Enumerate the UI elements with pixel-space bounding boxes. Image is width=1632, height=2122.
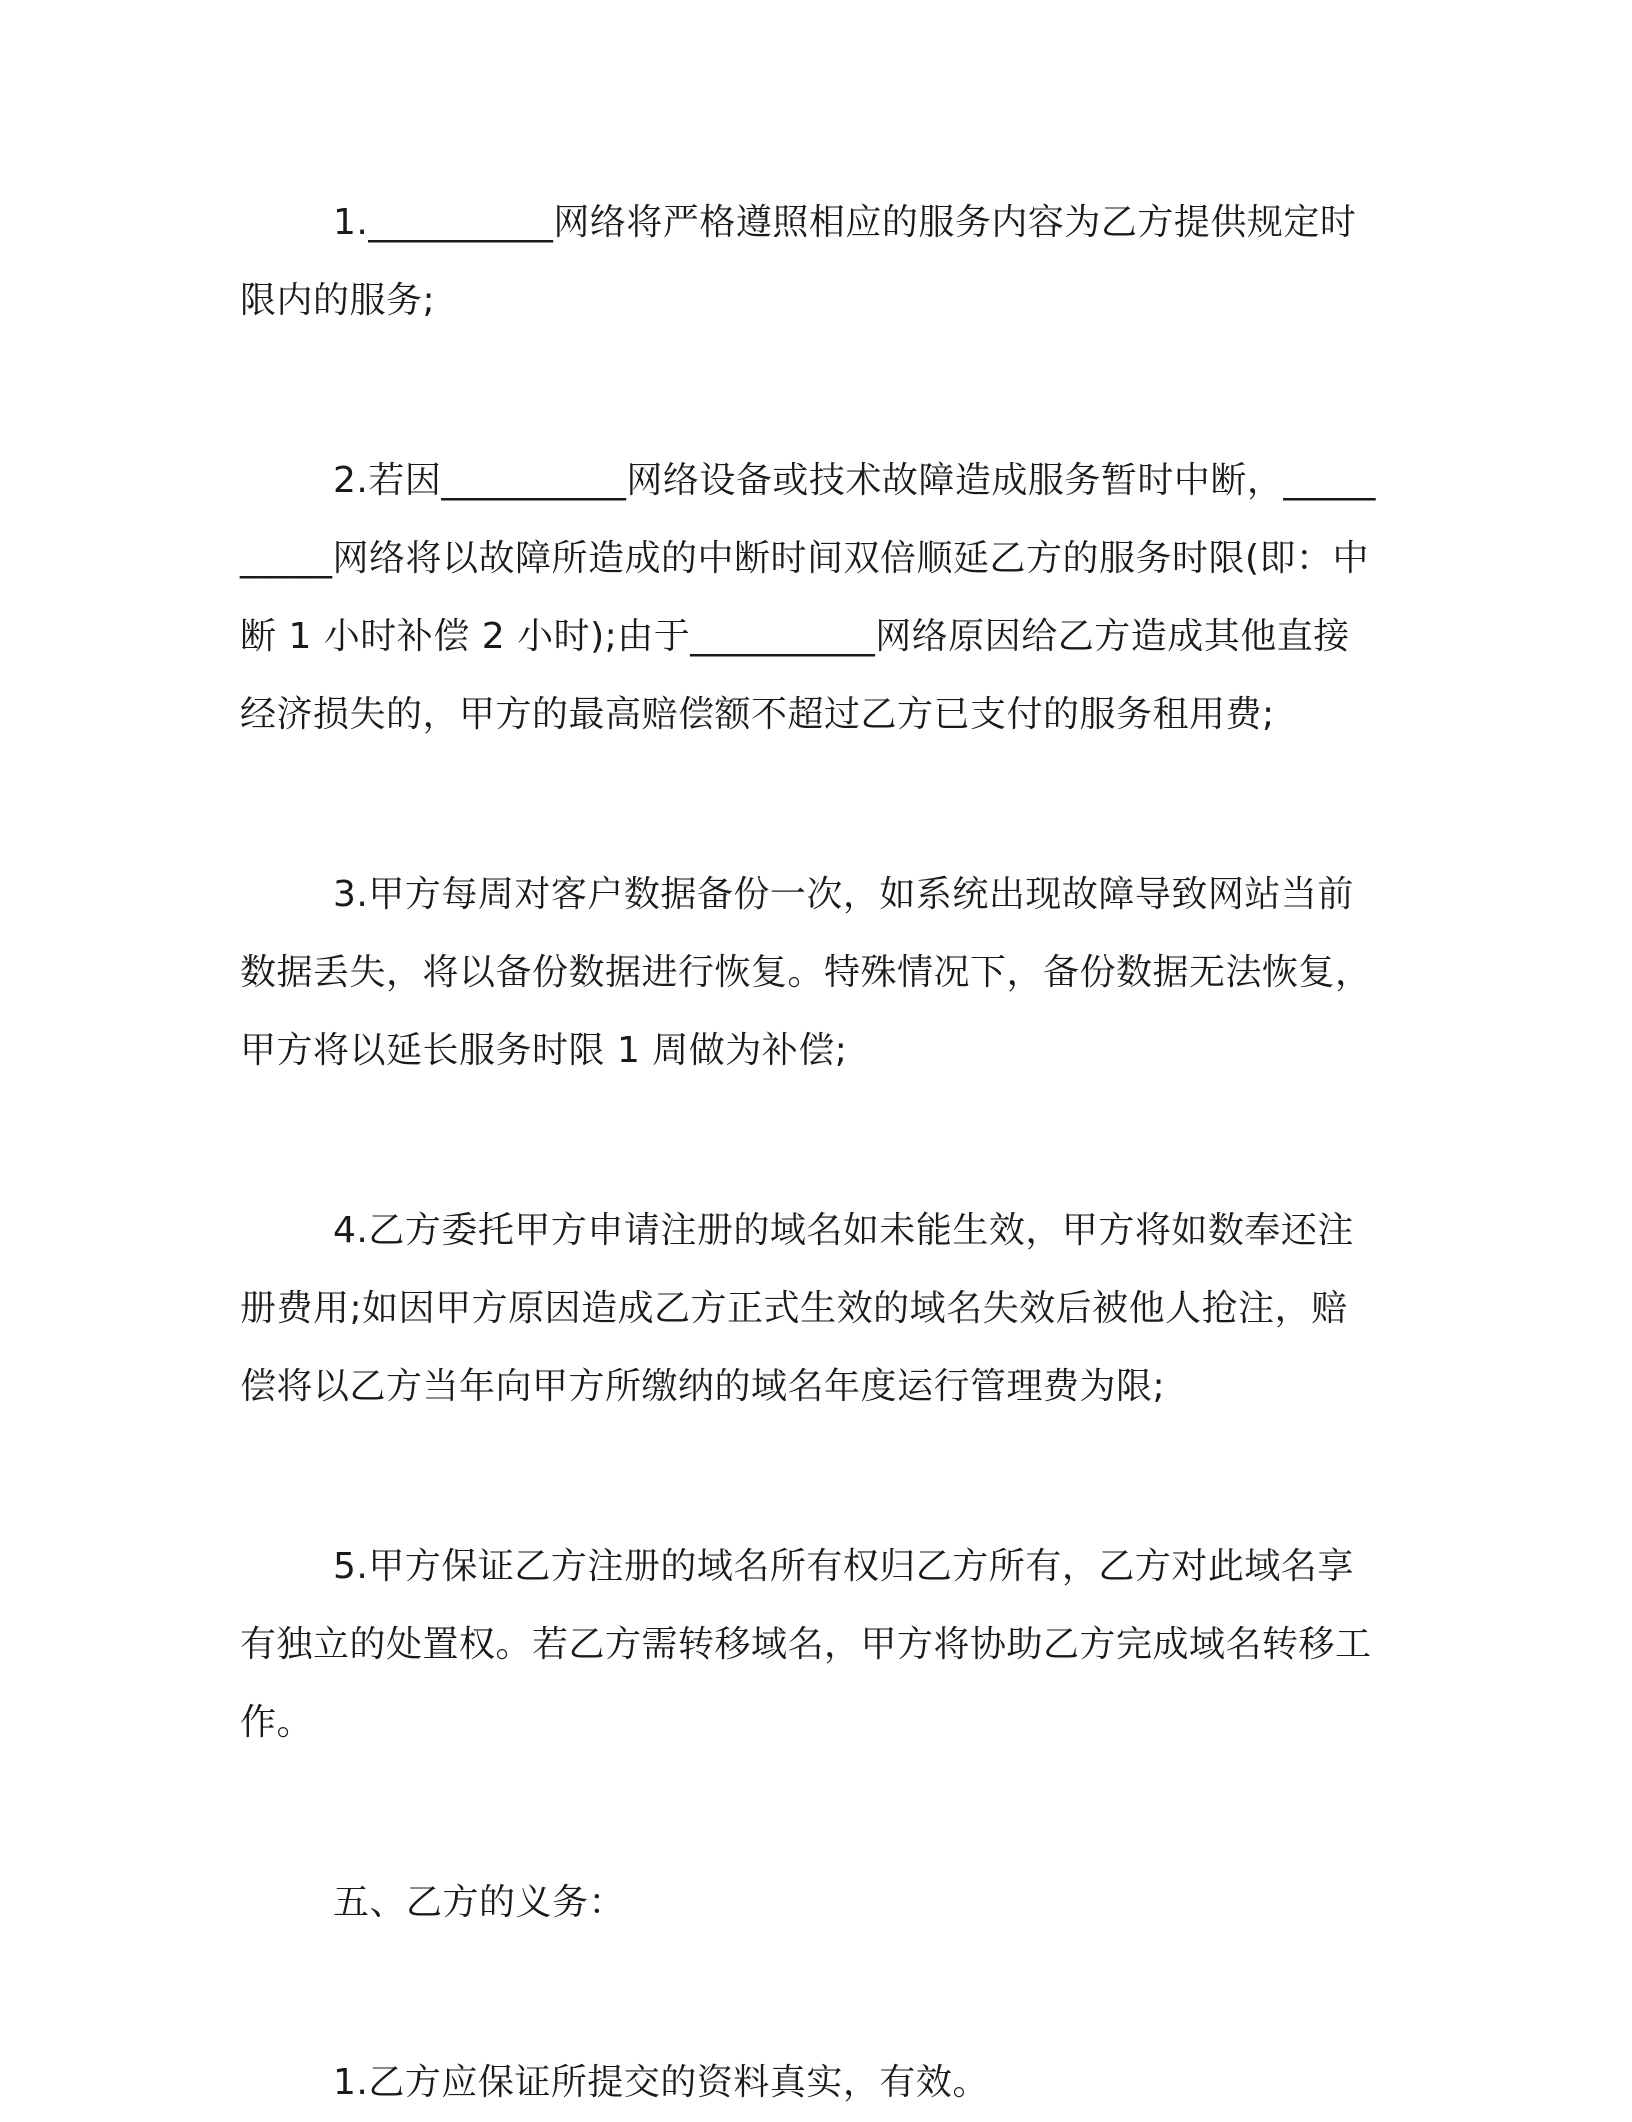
party-b-clause-1: 1.乙方应保证所提交的资料真实，有效。	[333, 2062, 989, 2103]
clause-2: 2.若因__________网络设备或技术故障造成服务暂时中断，__________网络将以故障所造成的中断时间双倍顺延乙方的服务时限(即：中断 1 小时补偿 2 小时);由于__________网络原因给乙方造成其他直接经济损失的，甲方的最高赔偿额不超过乙方已支付的服务租用费;	[240, 460, 1376, 735]
clause-4: 4.乙方委托甲方申请注册的域名如未能生效，甲方将如数奉还注册费用;如因甲方原因造成乙方正式生效的域名失效后被他人抢注，赔偿将以乙方当年向甲方所缴纳的域名年度运行管理费为限;	[240, 1210, 1354, 1407]
clause-3: 3.甲方每周对客户数据备份一次，如系统出现故障导致网站当前数据丢失，将以备份数据进行恢复。特殊情况下，备份数据无法恢复，甲方将以延长服务时限 1 周做为补偿;	[240, 874, 1372, 1071]
section-heading: 五、乙方的义务：	[333, 1882, 626, 1923]
document-body	[240, 184, 1380, 2122]
clause-5: 5.甲方保证乙方注册的域名所有权归乙方所有，乙方对此域名享有独立的处置权。若乙方需转移域名，甲方将协助乙方完成域名转移工作。	[240, 1546, 1372, 1743]
clause-1: 1.__________网络将严格遵照相应的服务内容为乙方提供规定时限内的服务;	[240, 202, 1357, 321]
